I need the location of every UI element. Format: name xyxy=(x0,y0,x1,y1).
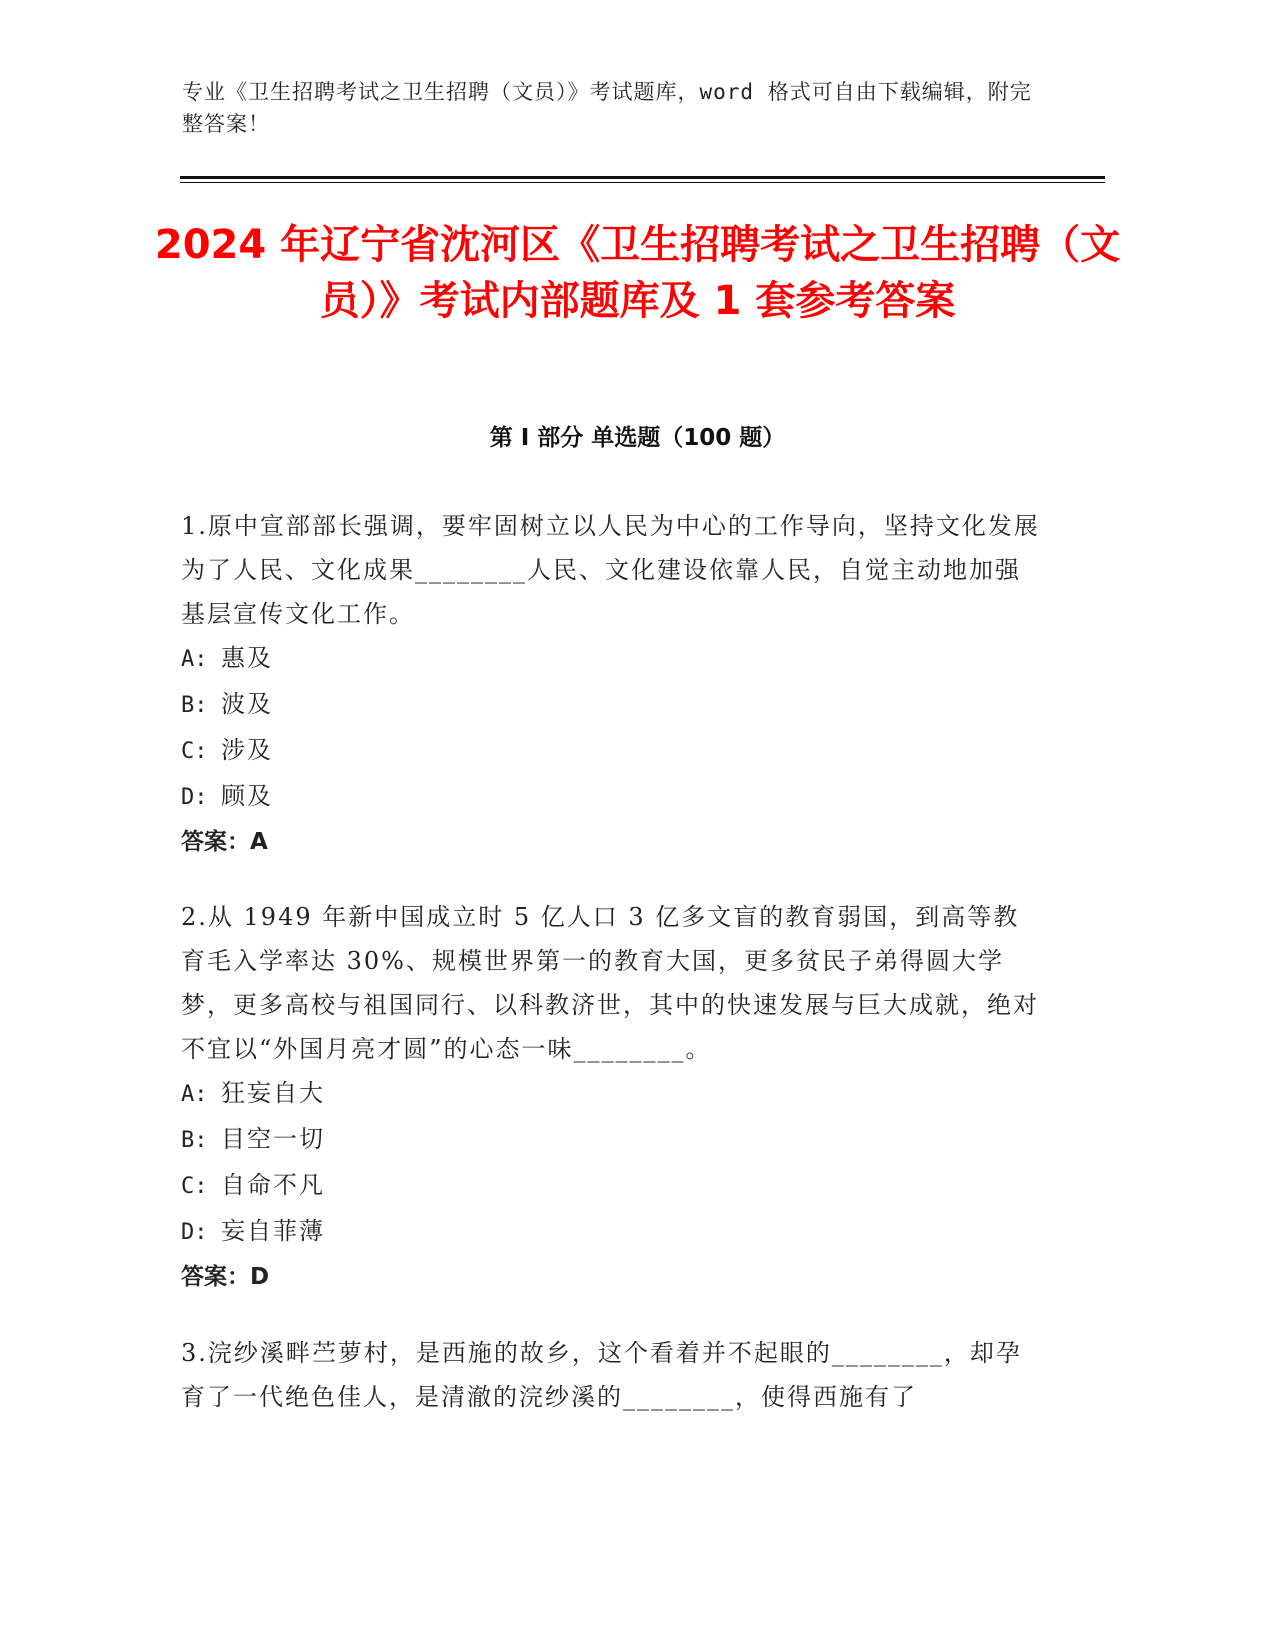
option-text: 顾及 xyxy=(221,782,273,810)
option-a xyxy=(181,636,1041,682)
question-stem: 3.浣纱溪畔苎萝村，是西施的故乡，这个看着并不起眼的________，却孕育了一代绝色佳人，是清澈的浣纱溪的________，使得西施有了 xyxy=(181,1339,1022,1411)
option-d xyxy=(181,1209,1041,1255)
answer-line: 答案：A xyxy=(181,829,268,855)
option-b xyxy=(181,1117,1041,1163)
option-b xyxy=(181,682,1041,728)
question-1 xyxy=(181,504,1041,864)
option-text: 狂妄自大 xyxy=(221,1079,325,1107)
option-c xyxy=(181,1163,1041,1209)
document-title: 2024 年辽宁省沈河区《卫生招聘考试之卫生招聘（文员）》考试内部题库及 1 套参考答案 xyxy=(154,222,1121,324)
answer-line: 答案：D xyxy=(181,1264,270,1290)
header-rule-thin xyxy=(180,182,1105,183)
option-d xyxy=(181,774,1041,820)
option-letter: C: xyxy=(181,1174,208,1199)
option-text: 目空一切 xyxy=(221,1125,325,1153)
header-rule-thick xyxy=(180,176,1105,179)
option-letter: A: xyxy=(181,647,208,672)
option-text: 涉及 xyxy=(221,736,273,764)
option-a xyxy=(181,1071,1041,1117)
question-stem: 1.原中宣部部长强调，要牢固树立以人民为中心的工作导向，坚持文化发展为了人民、文化成果________人民、文化建设依靠人民，自觉主动地加强基层宣传文化工作。 xyxy=(181,512,1040,628)
option-text: 妄自菲薄 xyxy=(221,1217,325,1245)
option-letter: D: xyxy=(181,785,208,810)
question-3 xyxy=(181,1331,1041,1419)
section-title: 第 I 部分 单选题（100 题） xyxy=(489,425,786,451)
option-c xyxy=(181,728,1041,774)
header-note: 专业《卫生招聘考试之卫生招聘（文员）》考试题库，word 格式可自由下载编辑，附完整答案！ xyxy=(182,80,1032,136)
option-text: 自命不凡 xyxy=(221,1171,325,1199)
option-letter: D: xyxy=(181,1220,208,1245)
question-stem: 2.从 1949 年新中国成立时 5 亿人口 3 亿多文盲的教育弱国，到高等教育毛入学率达 30%、规模世界第一的教育大国，更多贫民子弟得圆大学梦，更多高校与祖国同行、以科教济世，其中的快速发展与巨大成就，绝对不宜以“外国月亮才圆”的心态一味________。 xyxy=(181,903,1039,1063)
option-text: 波及 xyxy=(221,690,273,718)
option-letter: B: xyxy=(181,1128,208,1153)
question-2 xyxy=(181,895,1041,1299)
option-letter: B: xyxy=(181,693,208,718)
option-letter: A: xyxy=(181,1082,208,1107)
option-text: 惠及 xyxy=(221,644,273,672)
option-letter: C: xyxy=(181,739,208,764)
